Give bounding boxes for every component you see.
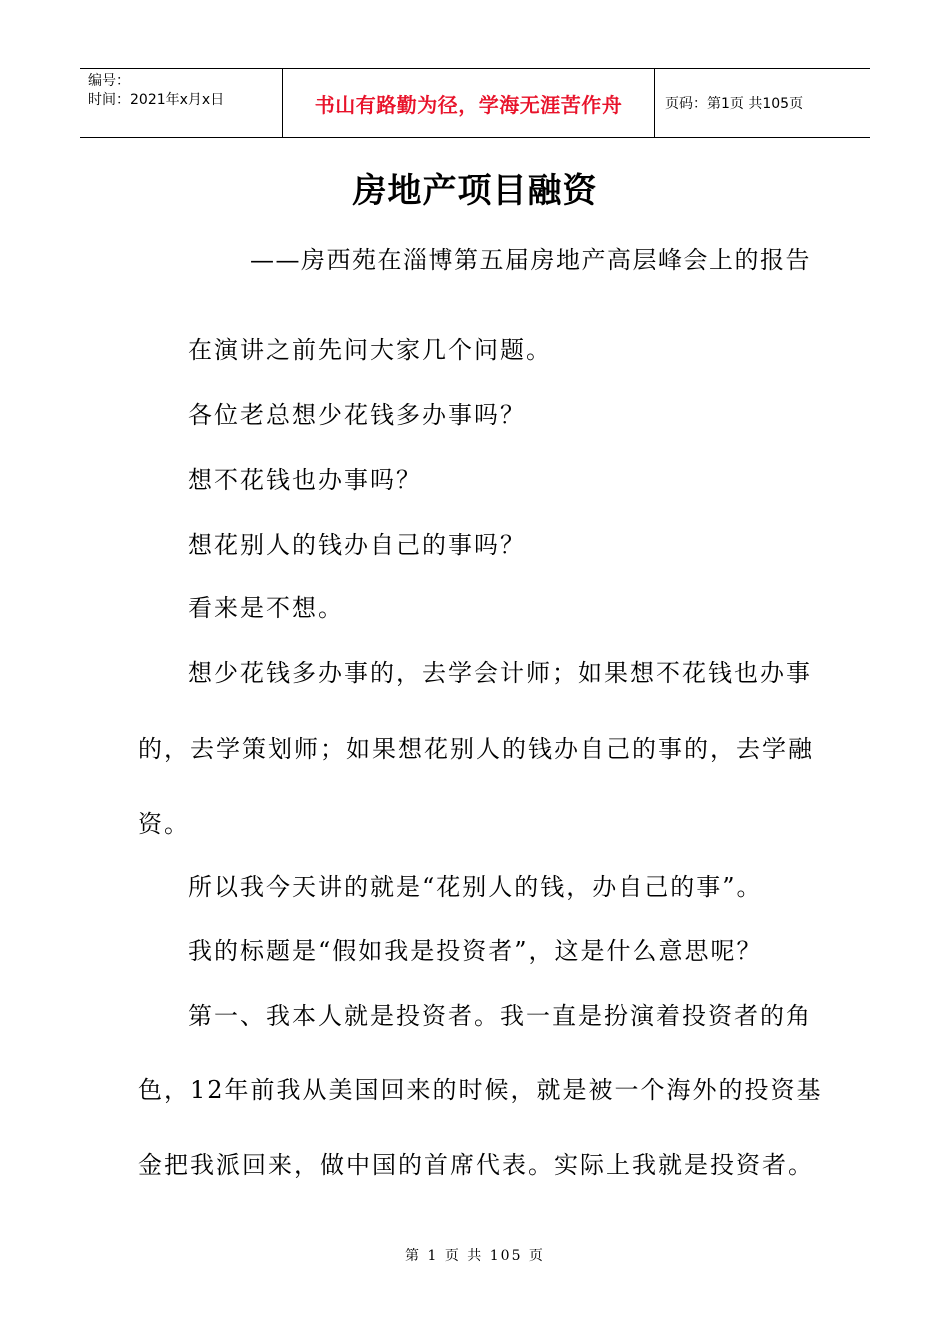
paragraph-line: 看来是不想。: [188, 594, 344, 622]
paragraph-line: 金把我派回来，做中国的首席代表。实际上我就是投资者。: [138, 1151, 814, 1179]
paragraph-line: 我的标题是“假如我是投资者”，这是什么意思呢？: [188, 937, 763, 965]
header-motto: 书山有路勤为径，学海无涯苦作舟: [282, 69, 655, 137]
paragraph-line: 在演讲之前先问大家几个问题。: [188, 336, 552, 364]
paragraph-line: 所以我今天讲的就是“花别人的钱，办自己的事”。: [188, 873, 763, 901]
document-subtitle: ——房西苑在淄博第五届房地产高层峰会上的报告: [250, 246, 811, 274]
paragraph-line: 各位老总想少花钱多办事吗？: [188, 401, 526, 429]
page-footer: 第 1 页 共 105 页: [405, 1248, 545, 1264]
paragraph-line: 第一、我本人就是投资者。我一直是扮演着投资者的角: [188, 1002, 812, 1030]
paragraph-line: 想花别人的钱办自己的事吗？: [188, 531, 526, 559]
document-number-label: 编号：: [88, 73, 130, 89]
paragraph-line: 的，去学策划师；如果想花别人的钱办自己的事的，去学融: [138, 735, 814, 763]
paragraph-line: 想少花钱多办事的，去学会计师；如果想不花钱也办事: [188, 659, 812, 687]
document-time-label: 时间：2021年x月x日: [88, 92, 225, 108]
page-header: [80, 68, 870, 138]
document-title: 房地产项目融资: [352, 171, 598, 211]
header-meta: [80, 69, 282, 137]
paragraph-line: 想不花钱也办事吗？: [188, 466, 422, 494]
header-page-info: 页码：第1页 共105页: [665, 96, 804, 112]
paragraph-line: 色，12年前我从美国回来的时候，就是被一个海外的投资基: [138, 1076, 823, 1104]
paragraph-line: 资。: [138, 810, 190, 838]
